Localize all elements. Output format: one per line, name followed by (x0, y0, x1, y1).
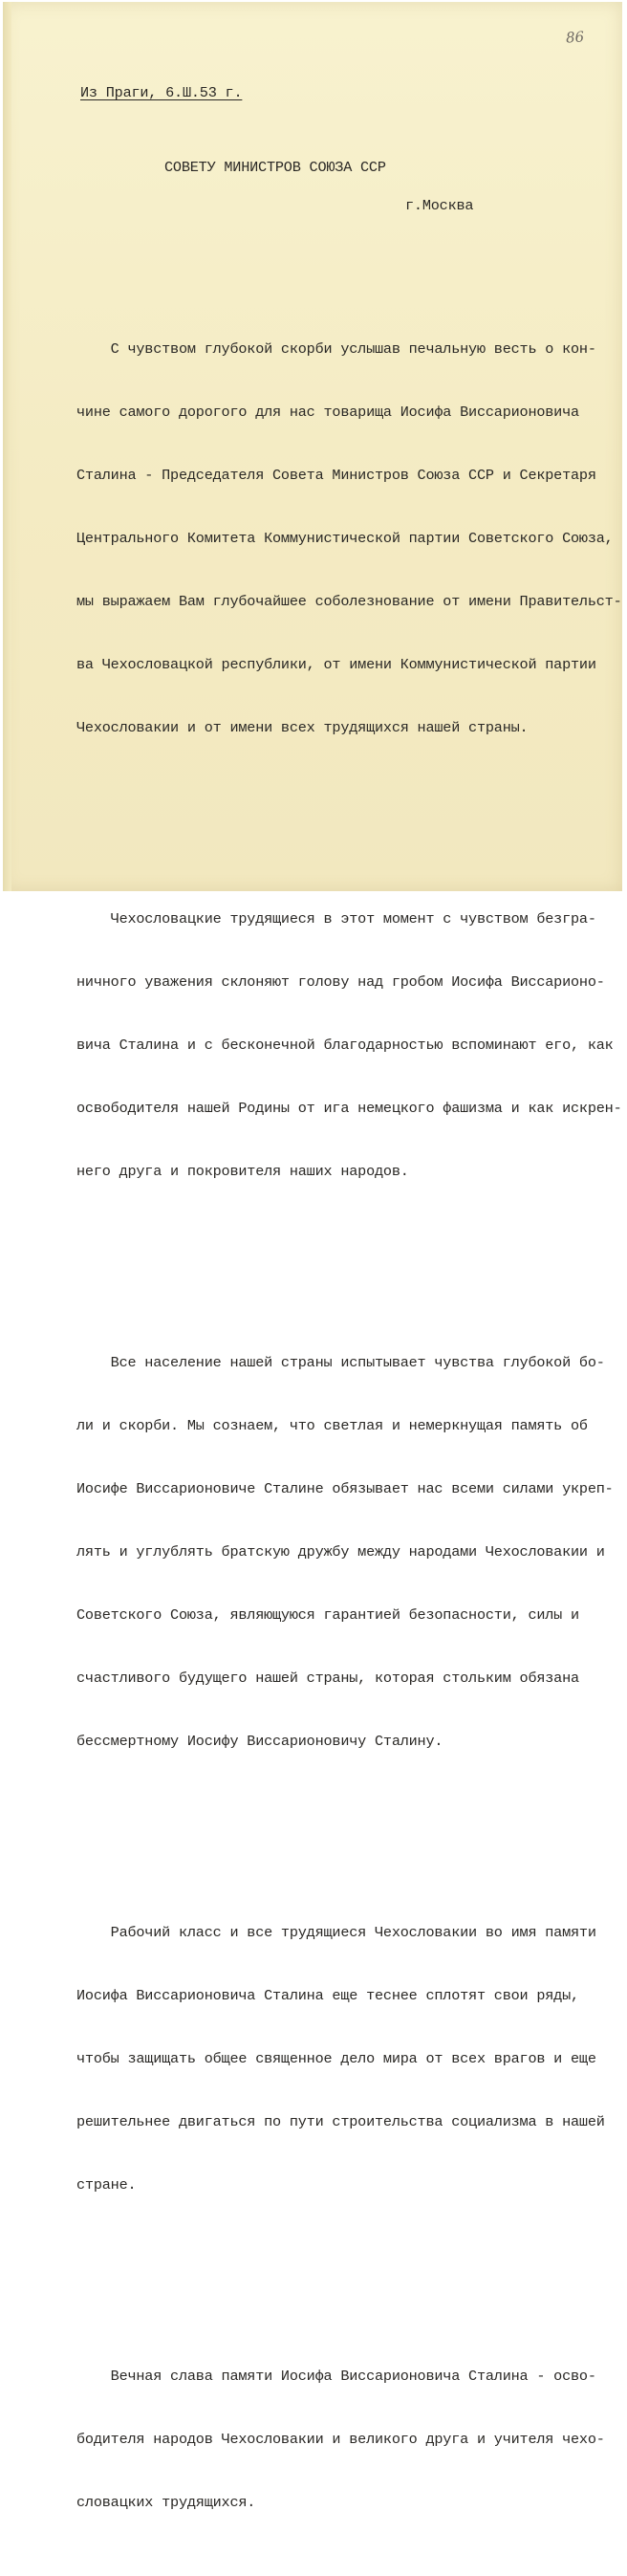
text-line: Иосифе Виссарионовиче Сталине обязывает нас всеми силами укреп- (76, 1480, 614, 1497)
paragraph-2 (76, 866, 622, 1224)
text-line: Чехословацкие трудящиеся в этот момент с чувством безгра- (76, 910, 596, 928)
text-line: Чехословакии и от имени всех трудящихся нашей страны. (76, 719, 529, 736)
text-line: С чувством глубокой скорби услышав печальную весть о кон- (76, 340, 596, 358)
text-line: Советского Союза, являющуюся гарантией безопасности, силы и (76, 1606, 579, 1624)
text-line: Сталина - Председателя Совета Министров Союза ССР и Секретаря (76, 467, 596, 484)
text-line: Вечная слава памяти Иосифа Виссарионовича Сталина - осво- (76, 2368, 596, 2385)
text-line: бессмертному Иосифу Виссарионовичу Сталину. (76, 1733, 443, 1750)
paragraph-1 (76, 296, 622, 780)
text-line: Все население нашей страны испытывает чувства глубокой бо- (76, 1354, 605, 1371)
text-line: лять и углублять братскую дружбу между народами Чехословакии и (76, 1543, 605, 1561)
paper-edge (3, 2, 11, 891)
addressee-heading: СОВЕТУ МИНИСТРОВ СОЮЗА ССР (164, 159, 386, 176)
text-line: ничного уважения склоняют голову над гробом Иосифа Виссарионо- (76, 973, 605, 991)
text-line: решительнее двигаться по пути строительства социализма в нашей (76, 2113, 605, 2130)
text-line: освободителя нашей Родины от ига немецкого фашизма и как искрен- (76, 1100, 622, 1117)
text-line: стране. (76, 2176, 137, 2194)
place-date-line: Из Праги, 6.Ш.53 г. (80, 84, 243, 101)
text-line: Центрального Комитета Коммунистической партии Советского Союза, (76, 530, 614, 547)
paragraph-3 (76, 1310, 612, 1794)
text-line: чтобы защищать общее священное дело мира от всех врагов и еще (76, 2050, 596, 2067)
letter-body (76, 254, 622, 2576)
paragraph-4 (76, 1880, 612, 2238)
text-line: Рабочий класс и все трудящиеся Чехословакии во имя памяти (76, 1924, 596, 1941)
text-line: счастливого будущего нашей страны, которая стольким обязана (76, 1670, 579, 1687)
text-line: бодителя народов Чехословакии и великого друга и учителя чехо- (76, 2431, 605, 2448)
text-line: словацких трудящихся. (76, 2494, 256, 2511)
paragraph-5 (76, 2324, 612, 2555)
text-line: него друга и покровителя наших народов. (76, 1163, 409, 1180)
text-line: ва Чехословацкой республики, от имени Коммунистической партии (76, 656, 596, 673)
city-line: г.Москва (405, 197, 474, 214)
text-line: чине самого дорогого для нас товарища Иосифа Виссарионовича (76, 404, 579, 421)
text-line: мы выражаем Вам глубочайшее соболезнование от имени Правительст- (76, 593, 622, 610)
text-line: ли и скорби. Мы сознаем, что светлая и немеркнущая память об (76, 1417, 588, 1434)
text-line: вича Сталина и с бесконечной благодарностью вспоминают его, как (76, 1037, 614, 1054)
text-line: Иосифа Виссарионовича Сталина еще теснее сплотят свои ряды, (76, 1987, 579, 2004)
handwritten-page-number: 86 (565, 28, 585, 47)
